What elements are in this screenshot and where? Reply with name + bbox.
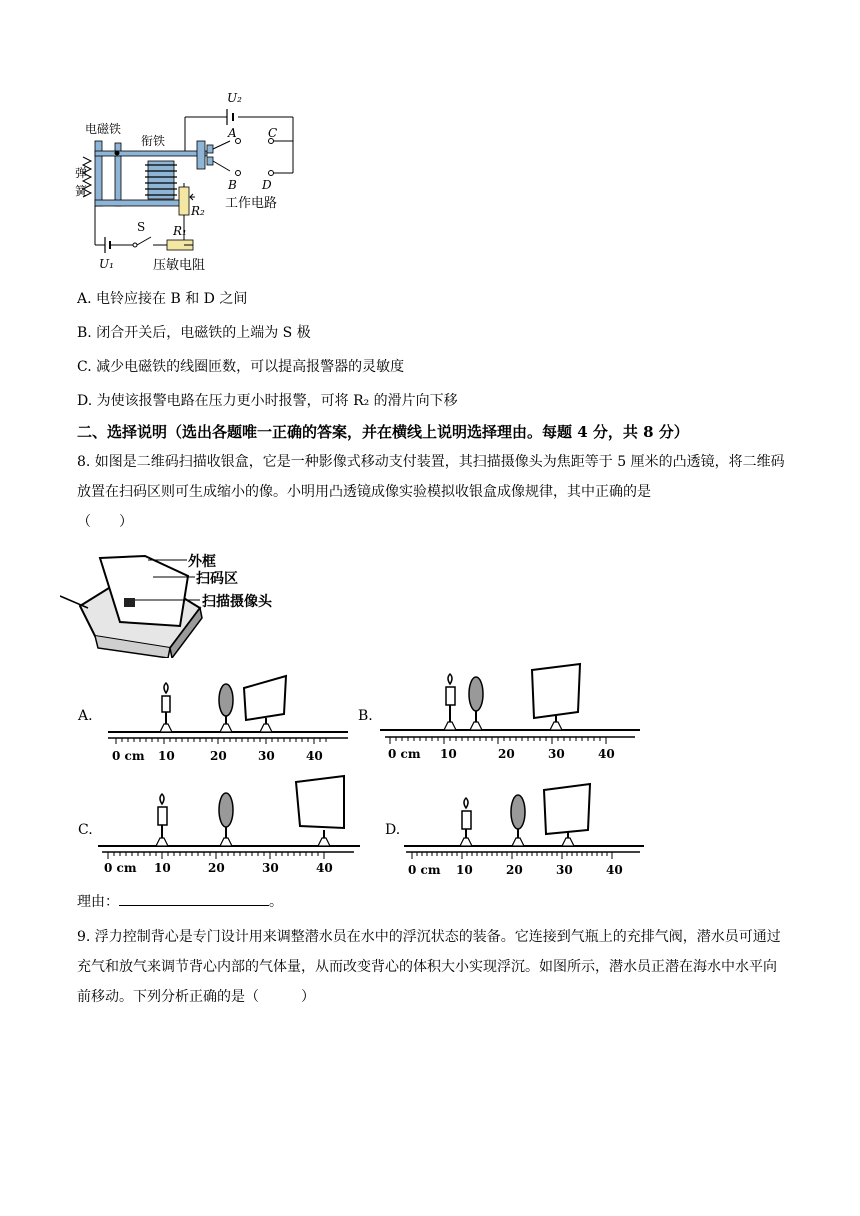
- convex-lens: [469, 677, 483, 730]
- u2-label: U₂: [227, 91, 242, 105]
- screen: [244, 676, 286, 732]
- ruler-d-20: 20: [506, 863, 523, 877]
- electromagnet-circuit-diagram: [75, 85, 315, 280]
- contact-d-label: D: [262, 178, 272, 192]
- candle: [156, 794, 168, 846]
- spring-label-2: 簧: [75, 184, 88, 198]
- ruler-c-0cm: 0 cm: [104, 861, 137, 875]
- optical-bench-b: [380, 660, 640, 766]
- ruler-c-40: 40: [316, 861, 333, 875]
- q8-stem: [77, 447, 787, 537]
- q7-option-a: A. 电铃应接在 B 和 D 之间: [77, 291, 248, 307]
- ruler-b-40: 40: [598, 747, 615, 761]
- screen: [296, 776, 344, 846]
- screen: [532, 664, 580, 730]
- q7-option-d: D. 为使该报警电路在压力更小时报警，可将 R₂ 的滑片向下移: [77, 393, 458, 409]
- working-circuit-label: 工作电路: [225, 196, 278, 211]
- ruler-a-20: 20: [210, 749, 227, 763]
- optical-bench-a: [108, 668, 348, 766]
- r1-label: R₁: [173, 224, 187, 238]
- q8-answer-paren: （ ）: [77, 514, 133, 530]
- scan-camera-label: 扫描摄像头: [202, 594, 272, 610]
- q8-option-c-label: C.: [78, 822, 93, 838]
- q8-option-d-label: D.: [385, 822, 401, 838]
- q9-stem: 9. 浮力控制背心是专门设计用来调整潜水员在水中的浮沉状态的装备。它连接到气瓶上的充排气阀，潜水员可通过充气和放气来调节背心内部的气体量，从而改变背心的体积大小实现浮沉。如图所示，潜水员正潜在海水中水平向前移动。下列分析正确的是（ ）: [77, 929, 781, 1005]
- section2-heading: 二、选择说明（选出各题唯一正确的答案，并在横线上说明选择理由。每题 4 分，共 8 分）: [77, 423, 689, 441]
- screen: [544, 784, 590, 846]
- q8-reason-label: 理由：: [77, 894, 119, 910]
- pressure-resistor-label: 压敏电阻: [153, 258, 206, 273]
- contact-a-label: A: [228, 126, 237, 140]
- r2-label: R₂: [191, 204, 205, 218]
- q8-text: 8. 如图是二维码扫描收银盒，它是一种影像式移动支付装置，其扫描摄像头为焦距等于 5 厘米的凸透镜，将二维码放置在扫码区则可生成缩小的像。小明用凸透镜成像实验模拟收银盒成像规律，其中正确的是: [77, 454, 785, 500]
- electromagnet-label: 电磁铁: [85, 122, 122, 136]
- q8-reason-end: 。: [269, 894, 283, 910]
- q8-reason-blank[interactable]: [119, 891, 269, 906]
- ruler-b-30: 30: [548, 747, 565, 761]
- q8-option-a-label: A.: [78, 708, 93, 724]
- ruler-d-40: 40: [606, 863, 623, 877]
- contact-b-label: B: [228, 178, 237, 192]
- ruler-a-10: 10: [158, 749, 175, 763]
- spring-label-1: 弹: [75, 166, 88, 180]
- ruler-b-0cm: 0 cm: [388, 747, 421, 761]
- u1-label: U₁: [99, 257, 114, 271]
- ruler-b-10: 10: [440, 747, 457, 761]
- q7-option-c: C. 减少电磁铁的线圈匝数，可以提高报警器的灵敏度: [77, 359, 405, 375]
- armature-label: 衔铁: [141, 134, 166, 148]
- ruler-c-30: 30: [262, 861, 279, 875]
- switch-s-label: S: [137, 220, 146, 234]
- ruler-c-10: 10: [154, 861, 171, 875]
- contact-c-label: C: [268, 126, 278, 140]
- optical-bench-d: [404, 778, 644, 878]
- candle: [160, 683, 172, 732]
- ruler-a-0cm: 0 cm: [112, 749, 145, 763]
- convex-lens: [511, 795, 525, 846]
- ruler-d-0cm: 0 cm: [408, 863, 441, 877]
- ruler-d-30: 30: [556, 863, 573, 877]
- convex-lens: [219, 793, 233, 846]
- ruler-d-10: 10: [456, 863, 473, 877]
- outer-frame-label: 外框: [188, 554, 216, 570]
- scan-area-label: 扫码区: [196, 571, 238, 587]
- candle: [444, 674, 456, 730]
- ruler-a-30: 30: [258, 749, 275, 763]
- optical-bench-c: [98, 772, 360, 880]
- convex-lens: [219, 684, 233, 732]
- ruler-a-40: 40: [306, 749, 323, 763]
- candle: [460, 798, 472, 846]
- q7-option-b: B. 闭合开关后，电磁铁的上端为 S 极: [77, 325, 311, 341]
- qr-scanner-device-illustration: [60, 548, 300, 658]
- q8-reason-line: [77, 891, 283, 912]
- ruler-b-20: 20: [498, 747, 515, 761]
- ruler-c-20: 20: [208, 861, 225, 875]
- q8-option-b-label: B.: [358, 708, 373, 724]
